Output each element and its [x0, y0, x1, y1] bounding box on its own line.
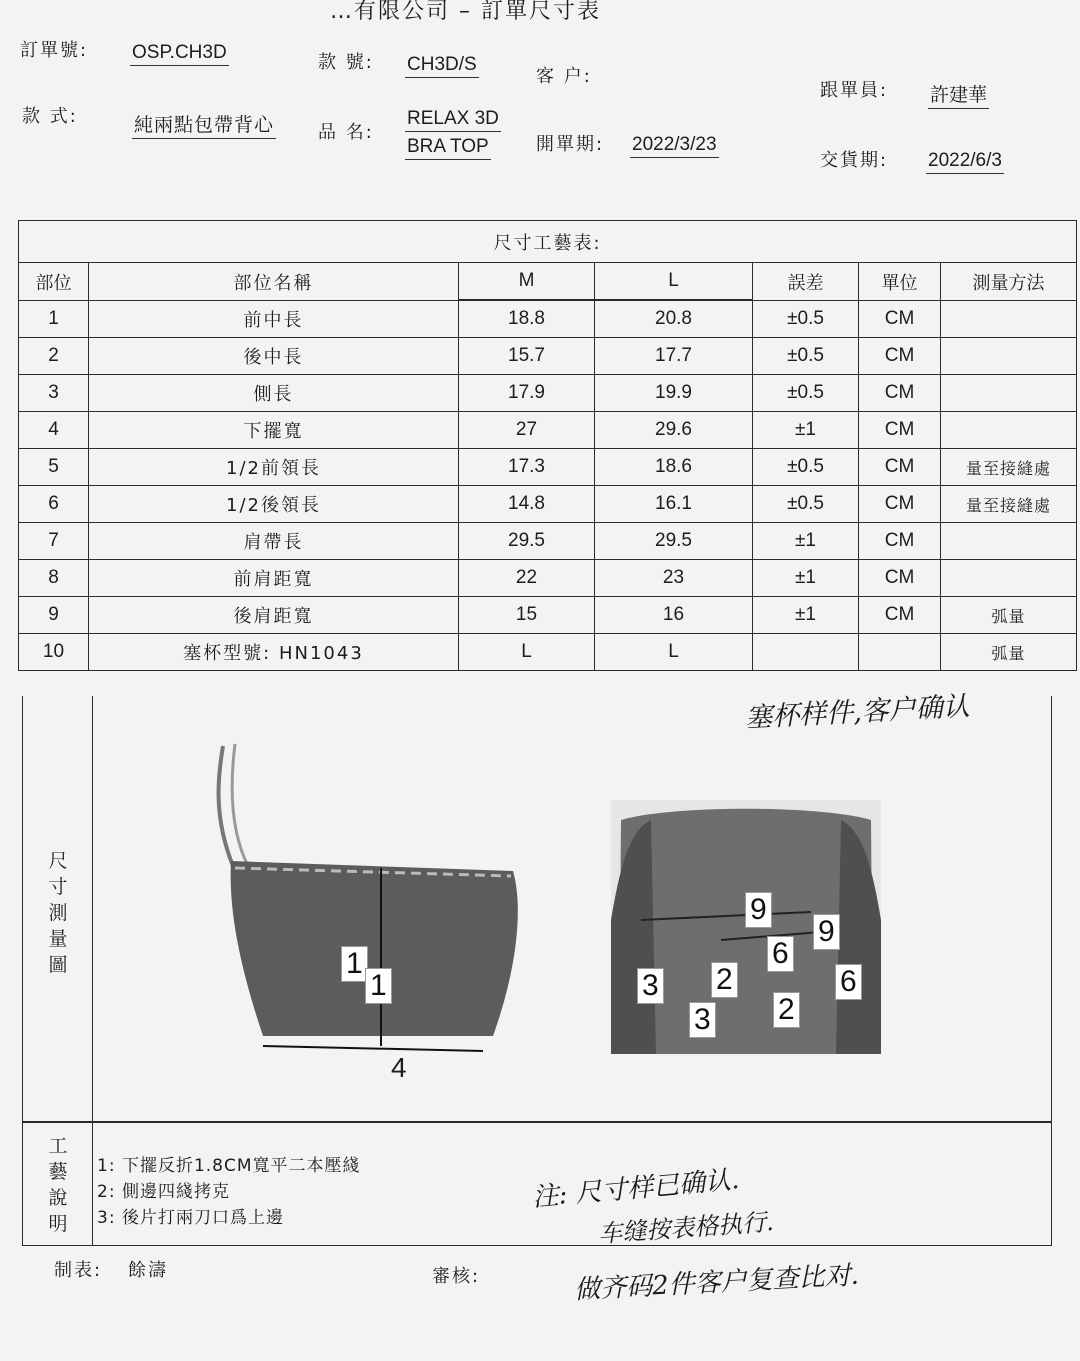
size-l-cell: 16 [595, 597, 753, 634]
size-l-cell: 17.7 [595, 338, 753, 375]
table-caption: 尺寸工藝表: [19, 221, 1077, 263]
handwritten-note-2: 车缝按表格执行. [597, 1207, 775, 1249]
style-value: 純兩點包帶背心 [132, 110, 276, 139]
row-number-cell: 2 [19, 338, 89, 375]
tolerance-cell [753, 634, 859, 671]
table-row [19, 634, 1077, 671]
maker-label: 制表: [54, 1260, 103, 1281]
method-cell [941, 523, 1077, 560]
craft-line-1: 1: 下擺反折1.8CM寬平二本壓綫 [97, 1156, 361, 1176]
table-row [19, 375, 1077, 412]
size-m-cell: 22 [459, 560, 595, 597]
back-mark-6a: 6 [767, 936, 794, 972]
table-row [19, 301, 1077, 338]
table-row [19, 560, 1077, 597]
header-name: 部位名稱 [89, 263, 459, 301]
front-mark-1a: 1 [341, 946, 368, 982]
drawing-label-char-4: 量 [48, 928, 68, 950]
table-row [19, 449, 1077, 486]
product-line1: RELAX 3D [405, 108, 501, 132]
back-mark-9a: 9 [745, 892, 772, 928]
size-m-cell: 15.7 [459, 338, 595, 375]
size-l-cell: 18.6 [595, 449, 753, 486]
style-label: 款 式: [22, 106, 78, 127]
tolerance-cell: ±0.5 [753, 375, 859, 412]
method-cell: 量至接縫處 [941, 486, 1077, 523]
unit-cell: CM [859, 523, 941, 560]
customer-label: 客 户: [536, 66, 592, 87]
table-row [19, 412, 1077, 449]
part-name-cell: 塞杯型號: HN1043 [89, 634, 459, 671]
table-row [19, 338, 1077, 375]
size-l-cell: 16.1 [595, 486, 753, 523]
header-method: 測量方法 [941, 263, 1077, 301]
part-name-cell: 後肩距寬 [89, 597, 459, 634]
table-row [19, 597, 1077, 634]
unit-cell: CM [859, 486, 941, 523]
front-garment-illustration [173, 736, 533, 1096]
table-row [19, 486, 1077, 523]
row-number-cell: 3 [19, 375, 89, 412]
table-body [19, 301, 1077, 671]
merchandiser-value: 許建華 [928, 80, 989, 109]
table-header-row [19, 263, 1077, 300]
row-number-cell: 9 [19, 597, 89, 634]
craft-label-char-3: 說 [48, 1187, 68, 1209]
size-m-cell: 18.8 [459, 301, 595, 338]
row-number-cell: 1 [19, 301, 89, 338]
back-mark-2b: 2 [773, 992, 800, 1028]
row-number-cell: 4 [19, 412, 89, 449]
back-mark-3a: 3 [637, 968, 664, 1004]
method-cell: 量至接縫處 [941, 449, 1077, 486]
unit-cell: CM [859, 597, 941, 634]
size-l-cell: 20.8 [595, 301, 753, 338]
header-unit: 單位 [859, 263, 941, 301]
tolerance-cell: ±0.5 [753, 486, 859, 523]
product-label: 品 名: [318, 122, 374, 143]
craft-label-char-4: 明 [48, 1213, 68, 1235]
unit-cell: CM [859, 338, 941, 375]
size-l-cell: 19.9 [595, 375, 753, 412]
size-l-cell: 23 [595, 560, 753, 597]
table-row [19, 523, 1077, 560]
method-cell [941, 560, 1077, 597]
back-mark-3b: 3 [689, 1002, 716, 1038]
header-size-l: L [595, 263, 753, 300]
craft-label-column [23, 1123, 93, 1245]
part-name-cell: 後中長 [89, 338, 459, 375]
tolerance-cell: ±1 [753, 523, 859, 560]
merchandiser-label: 跟單員: [820, 80, 889, 101]
method-cell [941, 338, 1077, 375]
tolerance-cell: ±0.5 [753, 338, 859, 375]
back-mark-6b: 6 [835, 964, 862, 1000]
tolerance-cell: ±1 [753, 560, 859, 597]
tolerance-cell: ±1 [753, 412, 859, 449]
method-cell [941, 412, 1077, 449]
unit-cell: CM [859, 375, 941, 412]
open-date-label: 開單期: [536, 134, 605, 155]
reviewer-label: 審核: [432, 1266, 481, 1287]
size-m-cell: 17.9 [459, 375, 595, 412]
part-name-cell: 1/2前領長 [89, 449, 459, 486]
sheet-title: …有限公司 – 訂單尺寸表 [330, 0, 601, 24]
front-mark-1b: 1 [365, 968, 392, 1004]
handwritten-note-3: 做齐码2件客户复查比对. [573, 1260, 860, 1306]
unit-cell: CM [859, 560, 941, 597]
size-m-cell: L [459, 634, 595, 671]
measurement-drawing-section [22, 696, 1052, 1122]
method-cell: 弧量 [941, 597, 1077, 634]
row-number-cell: 6 [19, 486, 89, 523]
header-size-m: M [459, 263, 595, 300]
delivery-value: 2022/6/3 [926, 150, 1004, 174]
style-no-label: 款 號: [318, 52, 374, 73]
size-table [18, 220, 1077, 671]
part-name-cell: 側長 [89, 375, 459, 412]
craft-line-2: 2: 側邊四綫拷克 [97, 1182, 230, 1202]
unit-cell [859, 634, 941, 671]
size-m-cell: 29.5 [459, 523, 595, 560]
size-l-cell: 29.5 [595, 523, 753, 560]
size-m-cell: 17.3 [459, 449, 595, 486]
size-l-cell: L [595, 634, 753, 671]
part-name-cell: 前肩距寬 [89, 560, 459, 597]
method-cell [941, 375, 1077, 412]
row-number-cell: 10 [19, 634, 89, 671]
part-name-cell: 前中長 [89, 301, 459, 338]
tolerance-cell: ±0.5 [753, 301, 859, 338]
part-name-cell: 下擺寬 [89, 412, 459, 449]
part-name-cell: 1/2後領長 [89, 486, 459, 523]
back-mark-9b: 9 [813, 914, 840, 950]
method-cell: 弧量 [941, 634, 1077, 671]
handwritten-note-1: 注: 尺寸样已确认. [531, 1165, 741, 1213]
drawing-label-char-2: 寸 [48, 876, 68, 898]
header-tolerance: 誤差 [753, 263, 859, 301]
size-m-cell: 15 [459, 597, 595, 634]
order-no-label: 訂單號: [20, 40, 89, 61]
row-number-cell: 7 [19, 523, 89, 560]
size-m-cell: 27 [459, 412, 595, 449]
drawing-label-char-5: 圖 [48, 954, 68, 976]
back-mark-2a: 2 [711, 962, 738, 998]
tolerance-cell: ±1 [753, 597, 859, 634]
unit-cell: CM [859, 449, 941, 486]
drawing-label-column [23, 696, 93, 1121]
craft-label-char-1: 工 [48, 1135, 68, 1157]
unit-cell: CM [859, 301, 941, 338]
order-no-value: OSP.CH3D [130, 42, 229, 66]
product-line2: BRA TOP [405, 136, 491, 160]
cup-note-handwritten: 塞杯样件,客户确认 [744, 691, 971, 734]
craft-line-3: 3: 後片打兩刀口爲上邊 [97, 1208, 284, 1228]
unit-cell: CM [859, 412, 941, 449]
drawing-label-char-3: 測 [48, 902, 68, 924]
delivery-label: 交貨期: [820, 150, 889, 171]
method-cell [941, 301, 1077, 338]
row-number-cell: 5 [19, 449, 89, 486]
row-number-cell: 8 [19, 560, 89, 597]
drawing-label-char-1: 尺 [48, 850, 68, 872]
size-m-cell: 14.8 [459, 486, 595, 523]
part-name-cell: 肩帶長 [89, 523, 459, 560]
open-date-value: 2022/3/23 [630, 134, 719, 158]
craft-label-char-2: 藝 [48, 1161, 68, 1183]
maker-value: 餘濤 [128, 1260, 168, 1281]
front-mark-4: 4 [391, 1052, 407, 1083]
style-no-value: CH3D/S [405, 54, 479, 78]
size-l-cell: 29.6 [595, 412, 753, 449]
tolerance-cell: ±0.5 [753, 449, 859, 486]
header-part: 部位 [19, 263, 89, 301]
